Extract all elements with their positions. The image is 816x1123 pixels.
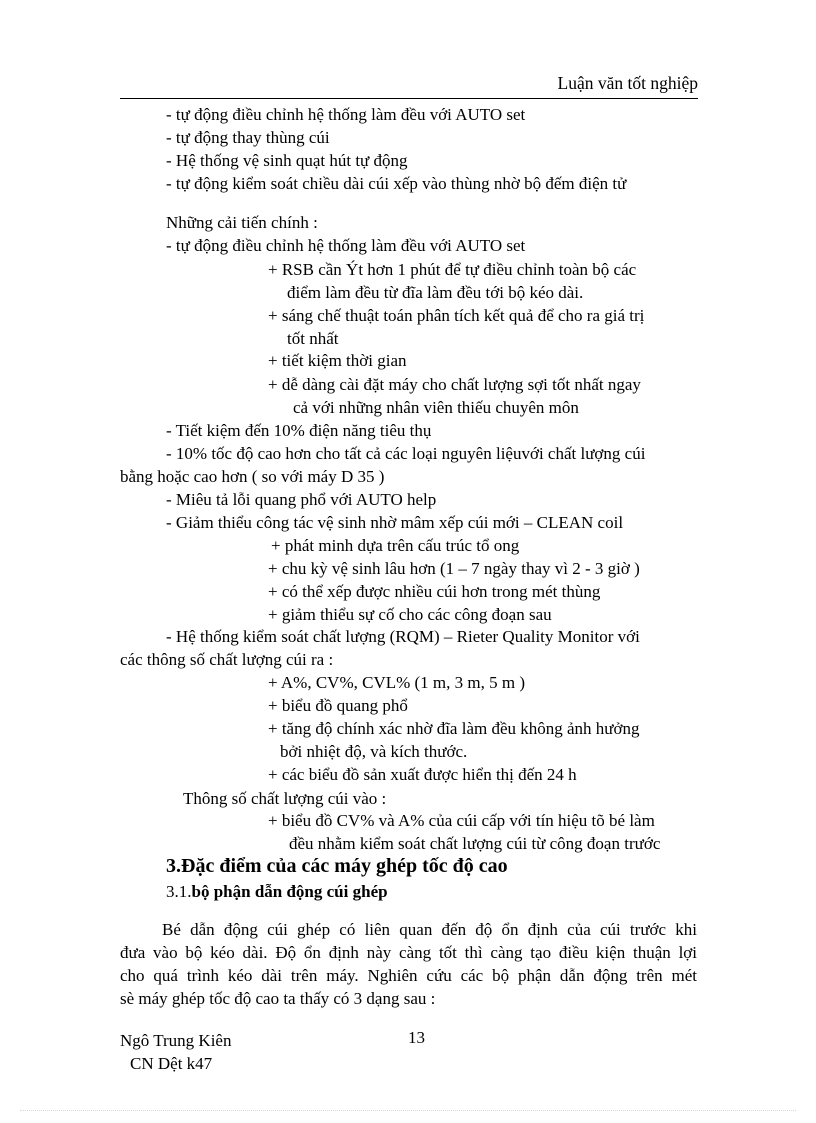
footer-author: Ngô Trung Kiên [120,1031,232,1050]
text-line: - tự động điều chỉnh hệ thống làm đều với AUTO set [166,236,526,255]
text-line: tốt nhất [287,329,339,348]
section-number: 3. [166,855,181,877]
text-line: - Hệ thống vệ sinh quạt hút tự động [166,151,408,170]
subsection-heading [166,881,388,903]
text-line: - tự động kiểm soát chiều dài cúi xếp vào thùng nhờ bộ đếm điện tử [166,174,627,193]
text-line: + giảm thiểu sự cố cho các công đoạn sau [268,605,552,624]
section-title: Đặc điểm của các máy ghép tốc độ cao [181,855,508,877]
text-line: + có thể xếp được nhiều cúi hơn trong mét thùng [268,582,601,601]
paragraph-line: Bé dẫn động cúi ghép có liên quan đến độ ổn định của cúi trước khi [162,920,697,939]
text-line: + dễ dàng cài đặt máy cho chất lượng sợi tốt nhất ngay [268,375,641,394]
section-heading [166,855,508,877]
text-line: + tăng độ chính xác nhờ đĩa làm đều không ảnh hưởng [268,719,640,738]
text-line: + sáng chế thuật toán phân tích kết quả để cho ra giá trị [268,306,645,325]
subsection-title: bộ phận dẫn động cúi ghép [191,882,388,901]
page-edge-divider [20,1110,796,1111]
text-line: - Tiết kiệm đến 10% điện năng tiêu thụ [166,421,432,440]
text-line: cả với những nhân viên thiếu chuyên môn [293,398,579,417]
text-line: các thông số chất lượng cúi ra : [120,650,334,669]
text-line: - tự động điều chỉnh hệ thống làm đều với AUTO set [166,105,526,124]
text-line: - Miêu tả lỗi quang phổ với AUTO help [166,490,437,509]
text-line: + các biểu đồ sản xuất được hiển thị đến 24 h [268,765,577,784]
text-line: + phát minh dựa trên cấu trúc tổ ong [271,536,520,555]
page-number: 13 [408,1028,425,1047]
text-line: + chu kỳ vệ sinh lâu hơn (1 – 7 ngày thay vì 2 - 3 giờ ) [268,559,640,578]
text-line: + A%, CV%, CVL% (1 m, 3 m, 5 m ) [268,673,526,692]
footer-class: CN Dệt k47 [130,1054,213,1073]
text-line: + biểu đồ CV% và A% của cúi cấp với tín hiệu tõ bé làm [268,811,655,830]
text-line: + RSB cần Ýt hơn 1 phút để tự điều chỉnh toàn bộ các [268,260,637,279]
text-line: - Giảm thiểu công tác vệ sinh nhờ mâm xếp cúi mới – CLEAN coil [166,513,624,532]
text-line: đều nhằm kiểm soát chất lượng cúi từ công đoạn trước [289,834,661,853]
text-line: điểm làm đều từ đĩa làm đều tới bộ kéo dài. [287,283,584,302]
paragraph-line: đưa vào bộ kéo dài. Độ ổn định này càng tốt thì càng tạo điều kiện thuận lợi [120,943,697,962]
subsection-number: 3.1. [166,882,192,901]
text-line: bởi nhiệt độ, và kích thước. [280,742,468,761]
text-line: bằng hoặc cao hơn ( so với máy D 35 ) [120,467,385,486]
text-line: + tiết kiệm thời gian [268,351,407,370]
text-line: - tự động thay thùng cúi [166,128,330,147]
text-line: - Hệ thống kiểm soát chất lượng (RQM) – Rieter Quality Monitor với [166,627,640,646]
page-header [120,72,698,99]
text-line: - 10% tốc độ cao hơn cho tất cả các loại nguyên liệuvới chất lượng cúi [166,444,646,463]
text-line: Những cải tiến chính : [166,213,318,232]
paragraph-line: sè máy ghép tốc độ cao ta thấy có 3 dạng sau : [120,989,436,1008]
header-title: Luận văn tốt nghiệp [557,73,698,93]
paragraph-line: cho quá trình kéo dài trên máy. Nghiên cứu các bộ phận dẫn động trên mét [120,966,697,985]
text-line: + biểu đồ quang phổ [268,696,408,715]
text-line: Thông số chất lượng cúi vào : [183,789,387,808]
